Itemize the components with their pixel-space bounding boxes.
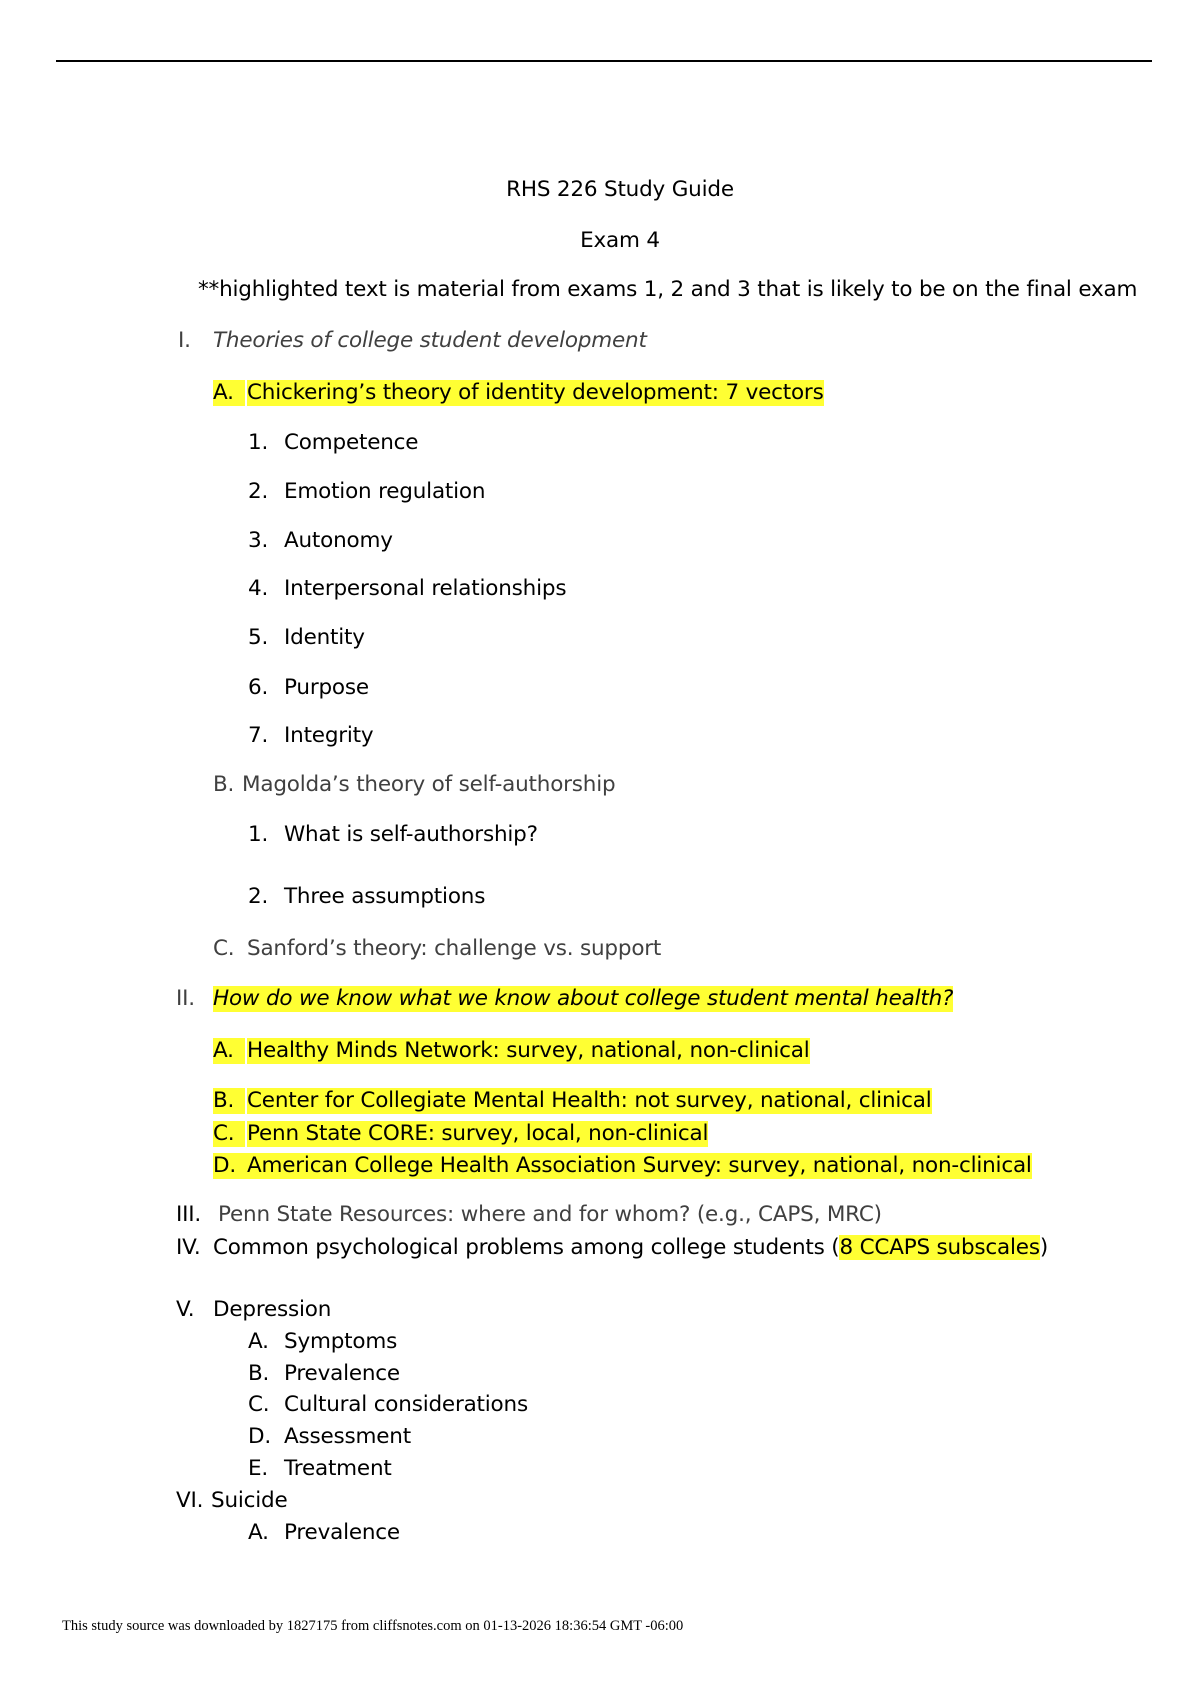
section-1-b-marker: B.: [213, 772, 235, 797]
list-text: Treatment: [284, 1456, 392, 1481]
list-marker: A.: [248, 1329, 269, 1354]
list-number: 6.: [248, 675, 269, 700]
section-5-marker: V.: [176, 1297, 195, 1322]
section-2-item-text: Healthy Minds Network: survey, national, non-clinical: [247, 1038, 810, 1063]
section-6-heading: Suicide: [211, 1488, 288, 1513]
list-text: Prevalence: [284, 1361, 400, 1386]
document-title: RHS 226 Study Guide: [506, 177, 734, 202]
list-number: 1.: [248, 430, 269, 455]
list-number: 2.: [248, 884, 269, 909]
section-5-heading: Depression: [213, 1297, 332, 1322]
list-text: Three assumptions: [284, 884, 486, 909]
highlight-note: **highlighted text is material from exams 1, 2 and 3 that is likely to be on the final exam: [198, 277, 1138, 302]
section-2-heading: How do we know what we know about college student mental health?: [213, 986, 954, 1011]
section-3-text: Penn State Resources: where and for whom? (e.g., CAPS, MRC): [218, 1202, 882, 1227]
list-marker: E.: [248, 1456, 269, 1481]
section-1-heading: Theories of college student development: [213, 328, 647, 353]
section-2-item-marker: B.: [213, 1088, 245, 1114]
list-text: Integrity: [284, 723, 374, 748]
top-rule: [56, 60, 1152, 62]
list-text: Assessment: [284, 1424, 411, 1449]
list-number: 5.: [248, 625, 269, 650]
section-4-text: Common psychological problems among college students (: [213, 1235, 840, 1260]
section-1-c-marker: C.: [213, 936, 235, 961]
list-marker: C.: [248, 1392, 270, 1417]
list-number: 1.: [248, 822, 269, 847]
source-footer: This study source was downloaded by 1827175 from cliffsnotes.com on 01-13-2026 18:36:54 GMT -06:00: [62, 1618, 684, 1634]
section-2-item-text: American College Health Association Survey: survey, national, non-clinical: [247, 1153, 1032, 1178]
list-text: Competence: [284, 430, 419, 455]
list-text: Cultural considerations: [284, 1392, 528, 1417]
section-4-text-end: ): [1039, 1235, 1049, 1260]
section-2-item-marker: D.: [213, 1153, 247, 1179]
list-text: What is self-authorship?: [284, 822, 538, 847]
section-3-marker: III.: [176, 1202, 202, 1227]
section-2-item-marker: C.: [213, 1121, 245, 1147]
section-4-marker: IV.: [176, 1235, 201, 1260]
list-text: Interpersonal relationships: [284, 576, 567, 601]
list-marker: A.: [248, 1520, 269, 1545]
list-number: 4.: [248, 576, 269, 601]
list-text: Identity: [284, 625, 365, 650]
section-1-a-marker: A.: [213, 380, 245, 406]
list-text: Autonomy: [284, 528, 393, 553]
list-marker: B.: [248, 1361, 270, 1386]
list-number: 2.: [248, 479, 269, 504]
section-2-marker: II.: [176, 986, 195, 1011]
document-subtitle: Exam 4: [580, 228, 660, 253]
list-text: Symptoms: [284, 1329, 398, 1354]
section-1-c-text: Sanford’s theory: challenge vs. support: [247, 936, 662, 961]
section-1-b-text: Magolda’s theory of self-authorship: [242, 772, 616, 797]
section-6-marker: VI.: [176, 1488, 204, 1513]
section-2-item-text: Penn State CORE: survey, local, non-clinical: [247, 1121, 709, 1146]
list-text: Purpose: [284, 675, 369, 700]
list-number: 3.: [248, 528, 269, 553]
list-text: Emotion regulation: [284, 479, 486, 504]
section-2-item-text: Center for Collegiate Mental Health: not survey, national, clinical: [247, 1088, 932, 1113]
list-number: 7.: [248, 723, 269, 748]
section-1-marker: I.: [178, 328, 191, 353]
section-2-item-marker: A.: [213, 1038, 245, 1064]
section-1-a-text: Chickering’s theory of identity development: 7 vectors: [247, 380, 824, 405]
section-4-highlight: 8 CCAPS subscales: [839, 1235, 1040, 1260]
list-marker: D.: [248, 1424, 271, 1449]
list-text: Prevalence: [284, 1520, 400, 1545]
